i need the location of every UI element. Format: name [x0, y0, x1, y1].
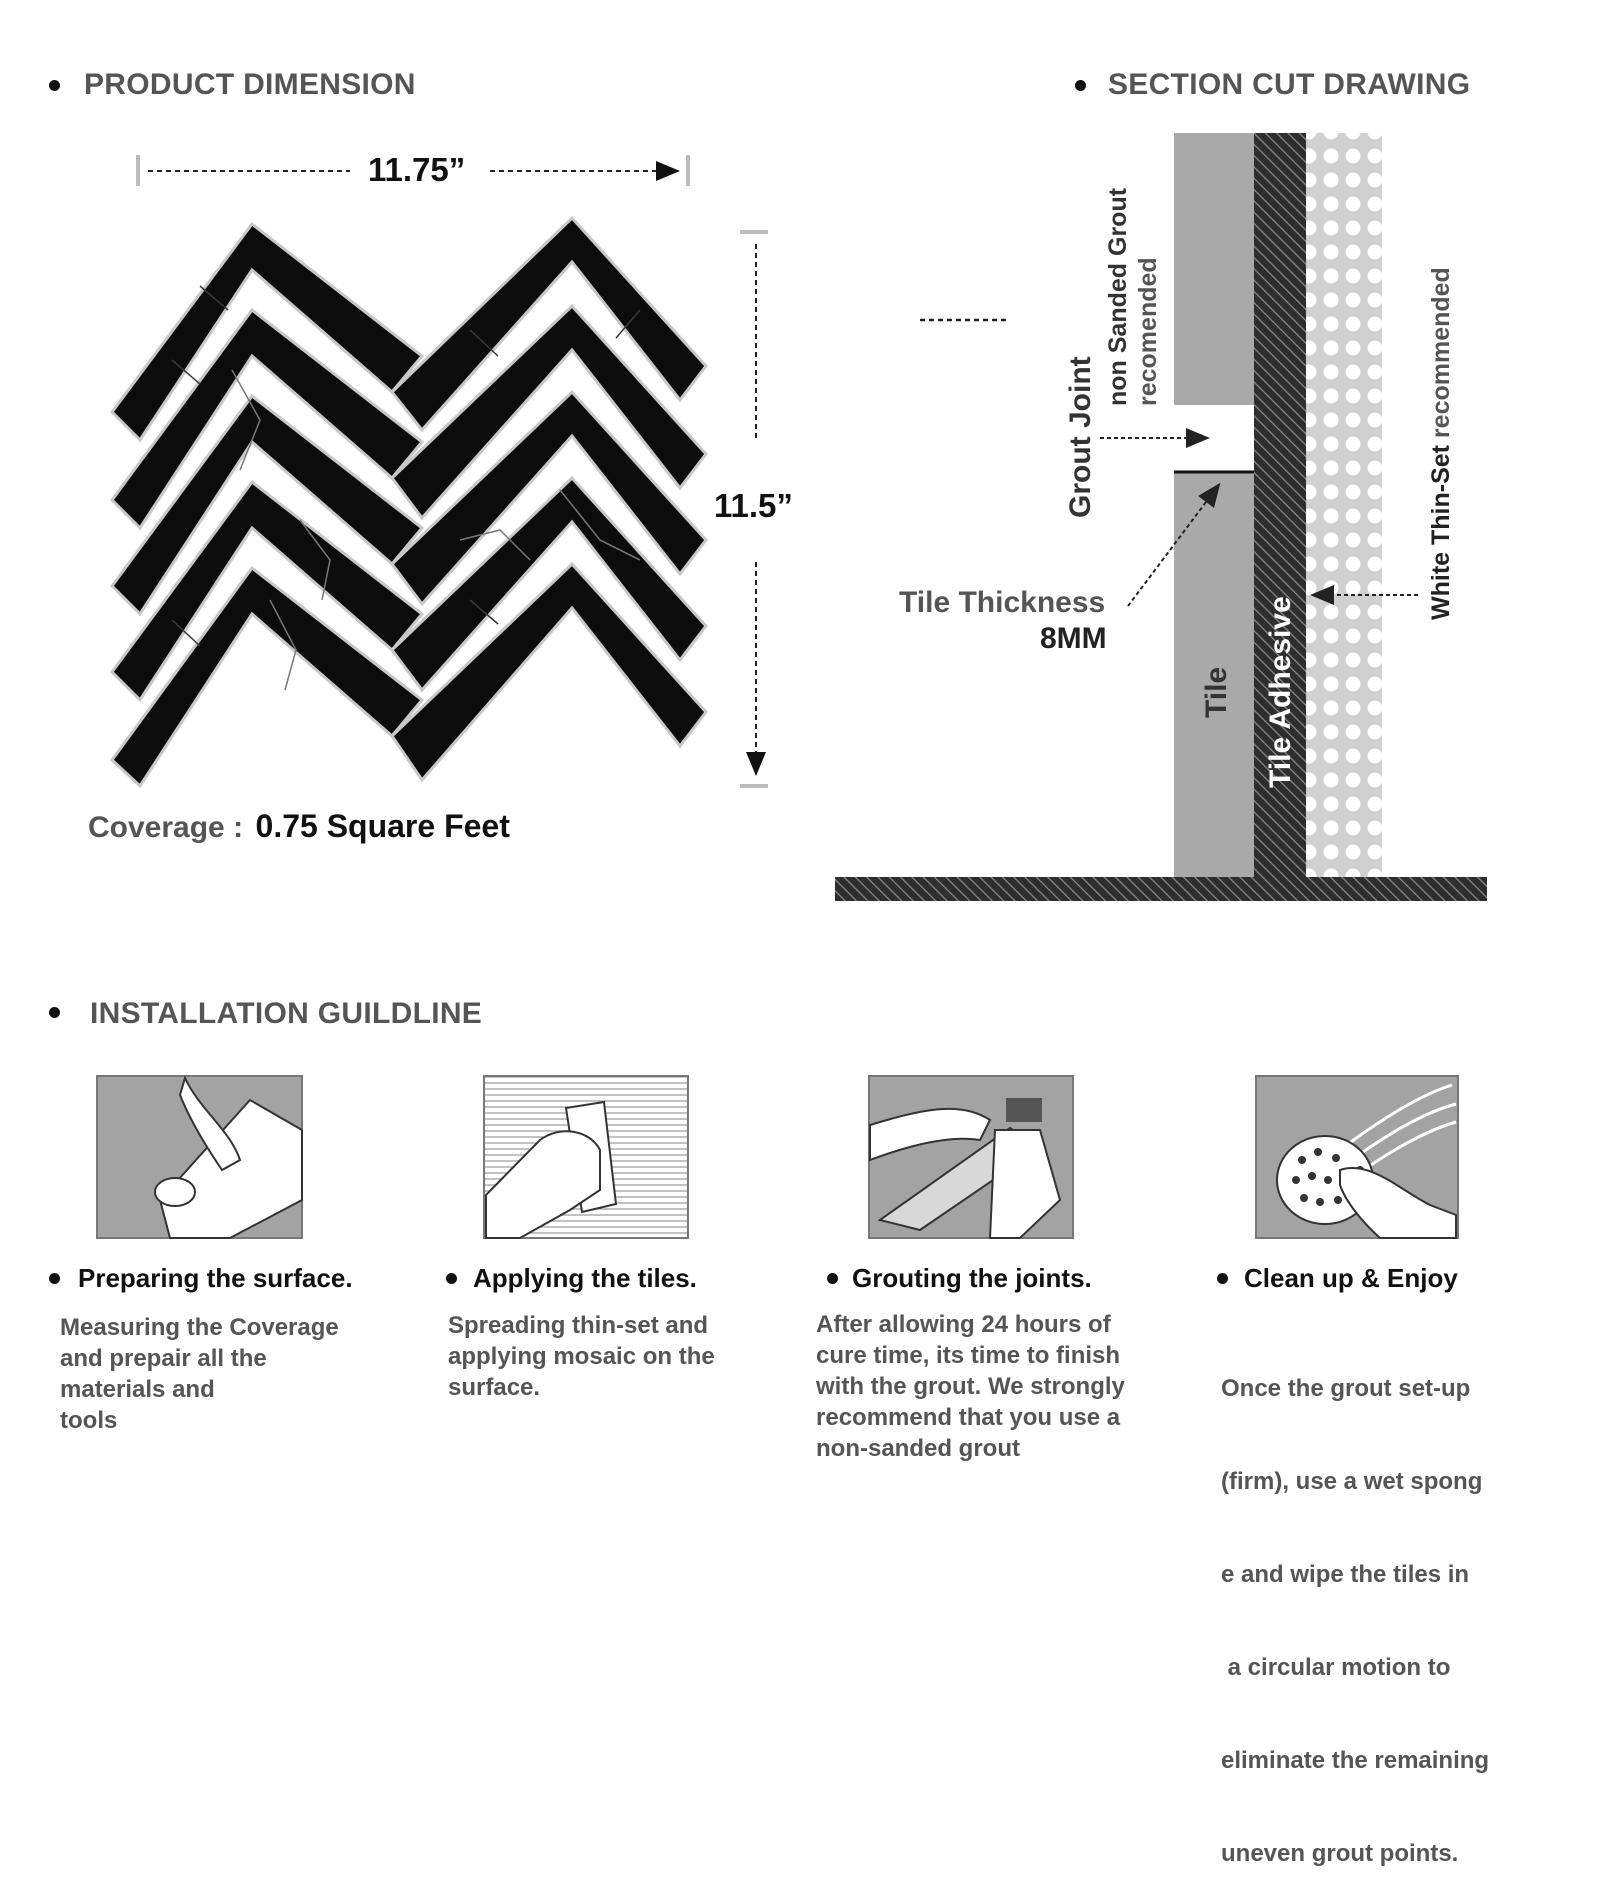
product-dimension-title: PRODUCT DIMENSION: [84, 68, 416, 101]
step-1-line: materials and: [60, 1376, 215, 1403]
step-4-line: a circular motion to: [1221, 1654, 1451, 1681]
installation-title: INSTALLATION GUILDLINE: [90, 997, 483, 1030]
bullet-icon: [827, 1273, 838, 1284]
step-4-line: e and wipe the tiles in: [1221, 1561, 1470, 1588]
thinset-note-rest: recommended: [1427, 267, 1455, 446]
step-2-line: applying mosaic on the: [448, 1343, 715, 1370]
adhesive-label: Tile Adhesive: [1264, 596, 1297, 788]
section-cut-title: SECTION CUT DRAWING: [1108, 68, 1471, 101]
grout-float-icon: [869, 1076, 1073, 1238]
step-3-title: Grouting the joints.: [852, 1263, 1092, 1293]
bullet-icon: [49, 1273, 60, 1284]
bullet-icon: [446, 1273, 457, 1284]
trowel-icon: [484, 1076, 688, 1238]
step-1-title: Preparing the surface.: [78, 1263, 353, 1293]
step-2-description: [448, 1310, 715, 1403]
step-4-title: Clean up & Enjoy: [1244, 1263, 1458, 1293]
step-4-line: eliminate the remaining: [1221, 1747, 1490, 1774]
step-3-line: cure time, its time to finish: [816, 1342, 1121, 1369]
coverage-label: Coverage :: [88, 811, 244, 844]
step-3-line: After allowing 24 hours of: [816, 1311, 1111, 1338]
sponge-icon: [1256, 1076, 1458, 1238]
tile-thickness-label: Tile Thickness: [899, 586, 1106, 619]
bullet-icon: [1217, 1273, 1228, 1284]
grout-joint-label: Grout Joint: [1064, 356, 1097, 518]
step-3-line: non-sanded grout: [816, 1435, 1020, 1462]
step-1-line: Measuring the Coverage: [60, 1314, 339, 1341]
thinset-note-bold: White Thin-Set: [1427, 445, 1455, 620]
grout-note-line2: recomended: [1134, 257, 1162, 406]
coverage-value: 0.75 Square Feet: [255, 808, 510, 844]
step-1-description: [60, 1312, 339, 1436]
grout-note-line1: non Sanded Grout: [1104, 187, 1132, 406]
tile-label: Tile: [1200, 666, 1233, 718]
step-2-line: Spreading thin-set and: [448, 1312, 709, 1339]
step-4-line: (firm), use a wet spong: [1221, 1468, 1483, 1495]
step-1-line: and prepair all the: [60, 1345, 267, 1372]
height-label: 11.5”: [714, 487, 793, 524]
width-label: 11.75”: [368, 151, 466, 188]
tile-thickness-value: 8MM: [1040, 622, 1107, 655]
step-4-line: uneven grout points.: [1221, 1840, 1459, 1867]
step-2-line: surface.: [448, 1374, 541, 1401]
step-4-description: [1221, 1311, 1489, 1900]
step-4-line: Once the grout set-up: [1221, 1375, 1471, 1402]
step-3-description: [816, 1309, 1125, 1464]
step-3-line: with the grout. We strongly: [816, 1373, 1125, 1400]
step-1-line: tools: [60, 1407, 118, 1434]
roll-paper-icon: [97, 1076, 302, 1238]
step-2-title: Applying the tiles.: [473, 1263, 697, 1293]
step-3-line: recommend that you use a: [816, 1404, 1121, 1431]
